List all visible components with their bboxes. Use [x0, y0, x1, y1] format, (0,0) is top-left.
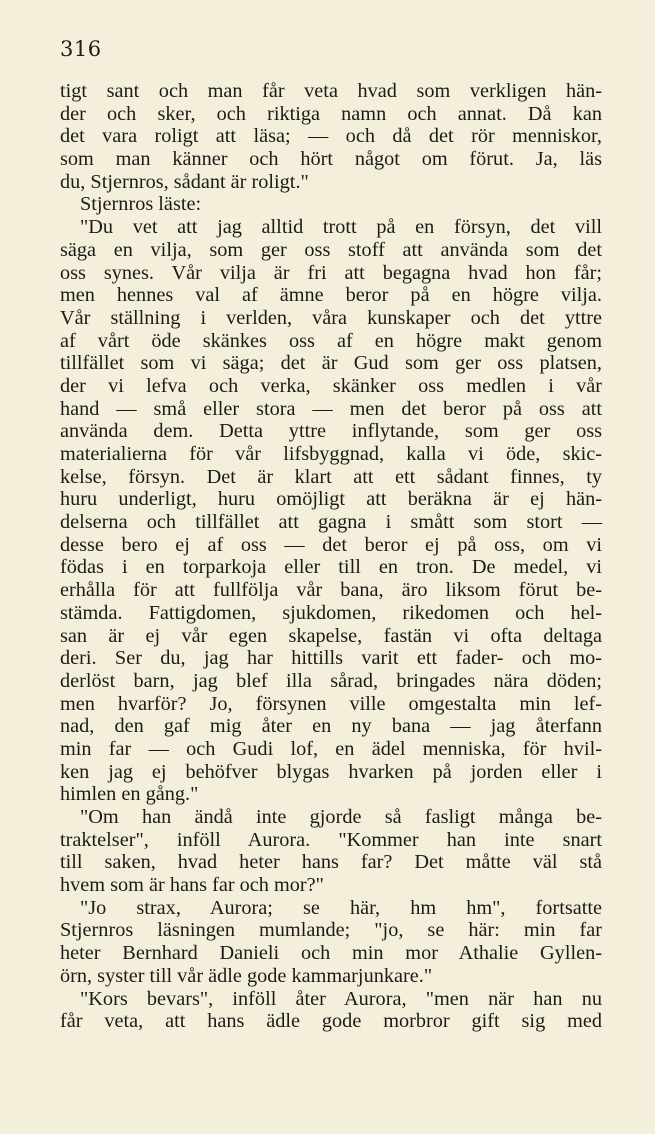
text-line: materialierna för vår lifsbyggnad, kalla vi öde, skic- [60, 443, 602, 465]
text-line: traktelser", inföll Aurora. "Kommer han inte snart [60, 828, 602, 851]
page-number: 316 [60, 37, 102, 61]
text-line: födas i en torparkoja eller till en tron. De medel, vi [60, 556, 602, 579]
text-line: men hvarför? Jo, försynen ville omgestalta min lef- [60, 692, 602, 715]
text-line: erhålla för att fullfölja vår bana, äro liksom förut be- [60, 579, 602, 602]
text-line: oss synes. Vår vilja är fri att begagna hvad hon får; [60, 261, 602, 284]
text-line: himlen en gång." [60, 783, 199, 806]
text-line: som man känner och hört något om förut. Ja, läs [60, 148, 602, 171]
text-line: hand — små eller stora — men det beror på oss att [60, 397, 602, 420]
text-line: derlöst barn, jag blef illa sårad, bringades nära döden; [60, 669, 602, 692]
text-line: der och sker, och riktiga namn och annat. Då kan [60, 102, 602, 125]
text-line: tillfället som vi säga; det är Gud som ger oss platsen, [60, 352, 602, 375]
text-line: du, Stjernros, sådant är roligt." [60, 170, 309, 193]
text-line: kelse, försyn. Det är klart att ett sådant finnes, ty [60, 465, 602, 488]
text-line: "Om han ändå inte gjorde så fasligt många be- [80, 806, 602, 828]
text-line: hvem som är hans far och mor?" [60, 874, 324, 897]
text-line: deri. Ser du, jag har hittills varit ett fader- och mo- [60, 647, 602, 670]
text-line: Stjernros läste: [80, 193, 202, 216]
text-line: använda dem. Detta yttre inflytande, som ger oss [60, 420, 602, 443]
text-line: af vårt öde skänkes oss af en högre makt genom [60, 329, 602, 352]
text-line: san är ej vår egen skapelse, fastän vi ofta deltaga [60, 624, 602, 647]
text-line: "Du vet att jag alltid trott på en försyn, det vill [80, 216, 602, 239]
text-line: ken jag ej behöfver blygas hvarken på jorden eller i [60, 760, 602, 783]
text-line: tigt sant och man får veta hvad som verkligen hän- [60, 80, 602, 102]
text-line: huru underligt, huru omöjligt att beräkna är ej hän- [60, 488, 602, 511]
text-line: stämda. Fattigdomen, sjukdomen, rikedomen och hel- [60, 601, 602, 624]
text-line: "Kors bevars", inföll åter Aurora, "men när han nu [80, 987, 602, 1010]
text-line: desse bero ej af oss — det beror ej på oss, om vi [60, 533, 602, 556]
body-text [60, 80, 602, 1033]
text-line: örn, syster till vår ädle gode kammarjunkare." [60, 964, 433, 987]
text-line: säga en vilja, som ger oss stoff att använda som det [60, 238, 602, 261]
text-line: delserna och tillfället att gagna i smått som stort — [60, 511, 602, 534]
text-line: Stjernros läsningen mumlande; "jo, se här: min far [60, 919, 602, 942]
text-line: men hennes val af ämne beror på en högre vilja. [60, 284, 602, 307]
text-line: nad, den gaf mig åter en ny bana — jag återfann [60, 715, 602, 738]
text-line: får veta, att hans ädle gode morbror gift sig med [60, 1010, 602, 1033]
text-line: min far — och Gudi lof, en ädel menniska, för hvil- [60, 737, 602, 760]
text-line: "Jo strax, Aurora; se här, hm hm", fortsatte [80, 896, 602, 919]
text-line: till saken, hvad heter hans far? Det måtte väl stå [60, 851, 602, 874]
text-line: Vår ställning i verlden, våra kunskaper och det yttre [60, 306, 602, 329]
text-line: der vi lefva och verka, skänker oss medlen i vår [60, 374, 602, 397]
text-line: det vara roligt att läsa; — och då det rör menniskor, [60, 125, 602, 148]
text-line: heter Bernhard Danieli och min mor Athalie Gyllen- [60, 942, 602, 965]
